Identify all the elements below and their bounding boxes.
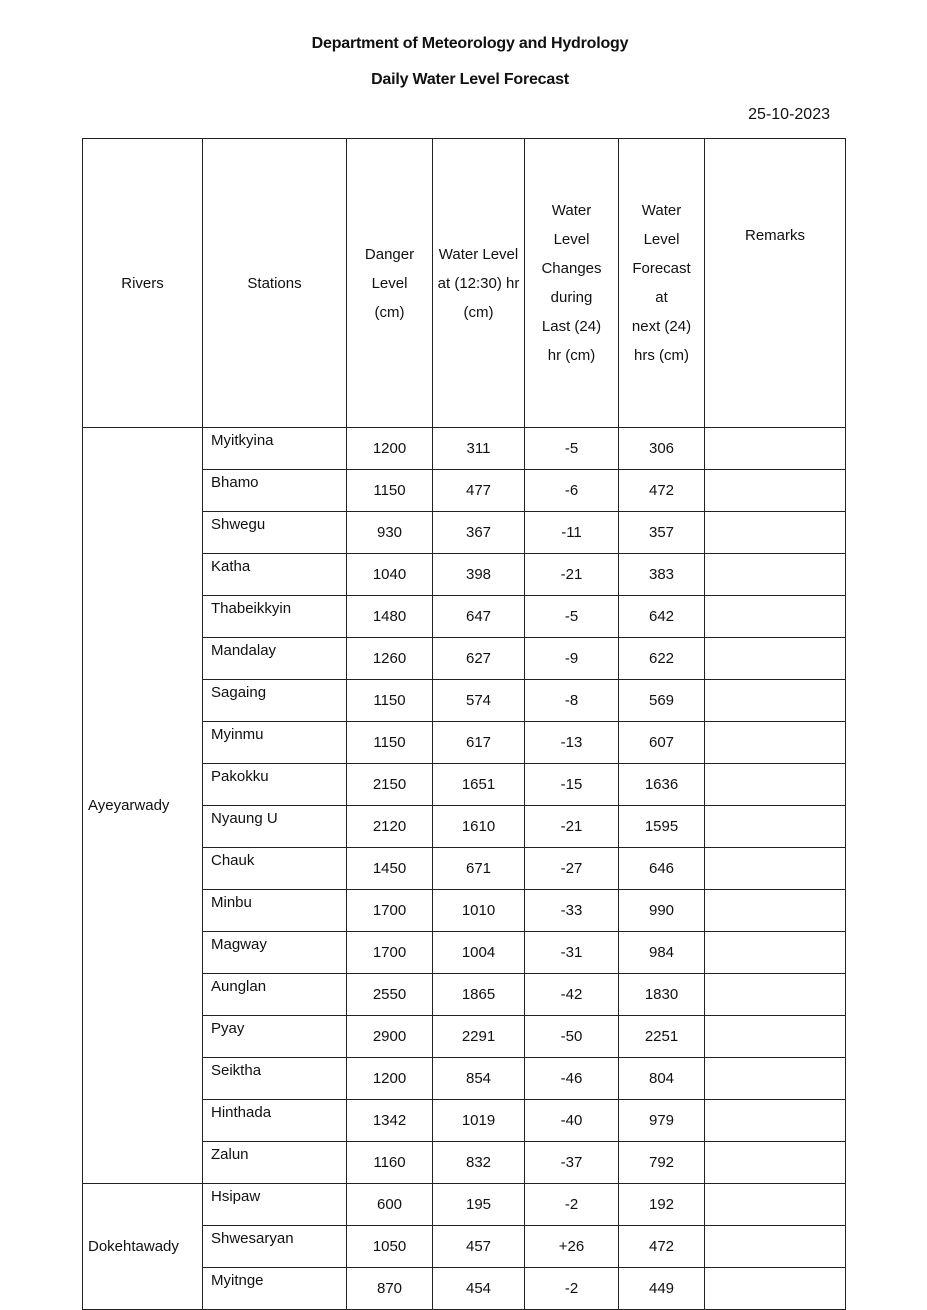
forecast-cell: 1636 [619,764,705,806]
water-level-cell: 647 [433,596,525,638]
station-cell: Bhamo [203,470,347,512]
station-cell: Seiktha [203,1058,347,1100]
remarks-cell [705,1016,846,1058]
danger-level-cell: 1700 [347,932,433,974]
station-cell: Hsipaw [203,1184,347,1226]
forecast-cell: 472 [619,1226,705,1268]
level-change-cell: -9 [525,638,619,680]
water-level-cell: 457 [433,1226,525,1268]
level-change-cell: -5 [525,428,619,470]
level-change-cell: -33 [525,890,619,932]
water-level-cell: 832 [433,1142,525,1184]
remarks-cell [705,638,846,680]
header-label-line: at (12:30) hr [437,274,520,292]
forecast-cell: 979 [619,1100,705,1142]
report-date: 25-10-2023 [748,106,830,123]
forecast-cell: 472 [619,470,705,512]
remarks-cell [705,512,846,554]
remarks-cell [705,596,846,638]
river-name-cell: Dokehtawady [83,1184,203,1310]
header-label-line: Remarks [744,227,805,244]
water-level-cell: 1651 [433,764,525,806]
col-header-stations [203,139,347,428]
level-change-cell: -11 [525,512,619,554]
water-level-cell: 671 [433,848,525,890]
forecast-cell: 990 [619,890,705,932]
danger-level-cell: 1450 [347,848,433,890]
danger-level-cell: 1050 [347,1226,433,1268]
header-label-line: during [550,289,593,306]
remarks-cell [705,1184,846,1226]
forecast-cell: 449 [619,1268,705,1310]
danger-level-cell: 2550 [347,974,433,1016]
header-label-line: next (24) [631,318,692,335]
table-body [83,428,846,1310]
level-change-cell: -37 [525,1142,619,1184]
water-level-cell: 1004 [433,932,525,974]
level-change-cell: -15 [525,764,619,806]
danger-level-cell: 1200 [347,428,433,470]
level-change-cell: +26 [525,1226,619,1268]
danger-level-cell: 1150 [347,722,433,764]
level-change-cell: -2 [525,1268,619,1310]
remarks-cell [705,974,846,1016]
remarks-cell [705,554,846,596]
forecast-cell: 569 [619,680,705,722]
water-level-cell: 1865 [433,974,525,1016]
station-cell: Pakokku [203,764,347,806]
level-change-cell: -50 [525,1016,619,1058]
header-label-line: Level [643,231,680,248]
station-cell: Sagaing [203,680,347,722]
header-label-line: Stations [247,274,302,292]
station-cell: Thabeikkyin [203,596,347,638]
forecast-cell: 192 [619,1184,705,1226]
header-label-line: Forecast [632,260,691,277]
forecast-cell: 306 [619,428,705,470]
water-level-table [82,138,846,1310]
danger-level-cell: 1160 [347,1142,433,1184]
forecast-cell: 1830 [619,974,705,1016]
danger-level-cell: 2120 [347,806,433,848]
station-cell: Shwesaryan [203,1226,347,1268]
water-level-cell: 195 [433,1184,525,1226]
level-change-cell: -40 [525,1100,619,1142]
forecast-cell: 792 [619,1142,705,1184]
level-change-cell: -21 [525,554,619,596]
level-change-cell: -5 [525,596,619,638]
col-header-remarks [705,139,846,428]
level-change-cell: -31 [525,932,619,974]
danger-level-cell: 1150 [347,680,433,722]
station-cell: Shwegu [203,512,347,554]
station-cell: Nyaung U [203,806,347,848]
header-label-line: at [655,289,668,306]
station-cell: Myinmu [203,722,347,764]
header-label-line: Water [551,202,592,219]
forecast-cell: 1595 [619,806,705,848]
danger-level-cell: 1150 [347,470,433,512]
remarks-cell [705,1268,846,1310]
document-subtitle: Daily Water Level Forecast [371,71,569,88]
level-change-cell: -27 [525,848,619,890]
forecast-cell: 383 [619,554,705,596]
station-cell: Pyay [203,1016,347,1058]
forecast-cell: 984 [619,932,705,974]
water-level-cell: 1610 [433,806,525,848]
danger-level-cell: 1200 [347,1058,433,1100]
header-label-line: Level [371,274,408,292]
danger-level-cell: 870 [347,1268,433,1310]
water-level-cell: 854 [433,1058,525,1100]
table-row [83,1184,846,1226]
header-label-line: Last (24) [541,318,602,335]
forecast-cell: 357 [619,512,705,554]
danger-level-cell: 930 [347,512,433,554]
remarks-cell [705,680,846,722]
col-header-level-change [525,139,619,428]
remarks-cell [705,932,846,974]
water-level-cell: 1019 [433,1100,525,1142]
header-label-line: Danger [364,245,415,263]
remarks-cell [705,764,846,806]
remarks-cell [705,1100,846,1142]
danger-level-cell: 600 [347,1184,433,1226]
danger-level-cell: 2900 [347,1016,433,1058]
water-level-cell: 574 [433,680,525,722]
water-level-cell: 617 [433,722,525,764]
remarks-cell [705,806,846,848]
col-header-danger-level [347,139,433,428]
forecast-cell: 646 [619,848,705,890]
water-level-cell: 477 [433,470,525,512]
station-cell: Mandalay [203,638,347,680]
water-level-cell: 454 [433,1268,525,1310]
level-change-cell: -13 [525,722,619,764]
danger-level-cell: 2150 [347,764,433,806]
station-cell: Katha [203,554,347,596]
header-label-line: Changes [541,260,602,277]
table-row [83,428,846,470]
document-title: Department of Meteorology and Hydrology [311,35,629,52]
water-level-cell: 627 [433,638,525,680]
station-cell: Zalun [203,1142,347,1184]
header-label-line: Level [553,231,590,248]
danger-level-cell: 1040 [347,554,433,596]
water-level-cell: 1010 [433,890,525,932]
col-header-water-level [433,139,525,428]
remarks-cell [705,722,846,764]
remarks-cell [705,470,846,512]
station-cell: Myitkyina [203,428,347,470]
level-change-cell: -42 [525,974,619,1016]
forecast-cell: 622 [619,638,705,680]
river-name-cell: Ayeyarwady [83,428,203,1184]
remarks-cell [705,1142,846,1184]
header-label-line: hrs (cm) [634,347,689,364]
level-change-cell: -8 [525,680,619,722]
station-cell: Aunglan [203,974,347,1016]
water-level-cell: 2291 [433,1016,525,1058]
remarks-cell [705,1058,846,1100]
header-label-line: (cm) [463,303,494,321]
col-header-forecast [619,139,705,428]
header-label-line: Rivers [121,274,164,292]
header-label-line: hr (cm) [547,347,596,364]
remarks-cell [705,1226,846,1268]
danger-level-cell: 1260 [347,638,433,680]
station-cell: Hinthada [203,1100,347,1142]
station-cell: Minbu [203,890,347,932]
danger-level-cell: 1480 [347,596,433,638]
station-cell: Myitnge [203,1268,347,1310]
forecast-cell: 804 [619,1058,705,1100]
water-level-cell: 398 [433,554,525,596]
station-cell: Magway [203,932,347,974]
level-change-cell: -2 [525,1184,619,1226]
level-change-cell: -46 [525,1058,619,1100]
danger-level-cell: 1342 [347,1100,433,1142]
water-level-cell: 367 [433,512,525,554]
level-change-cell: -21 [525,806,619,848]
header-label-line: Water Level [438,245,519,263]
forecast-cell: 2251 [619,1016,705,1058]
header-label-line: (cm) [374,303,405,321]
remarks-cell [705,428,846,470]
header-label-line: Water [641,202,682,219]
header-row [83,139,846,428]
col-header-rivers [83,139,203,428]
remarks-cell [705,890,846,932]
remarks-cell [705,848,846,890]
level-change-cell: -6 [525,470,619,512]
forecast-cell: 642 [619,596,705,638]
forecast-cell: 607 [619,722,705,764]
danger-level-cell: 1700 [347,890,433,932]
station-cell: Chauk [203,848,347,890]
water-level-cell: 311 [433,428,525,470]
